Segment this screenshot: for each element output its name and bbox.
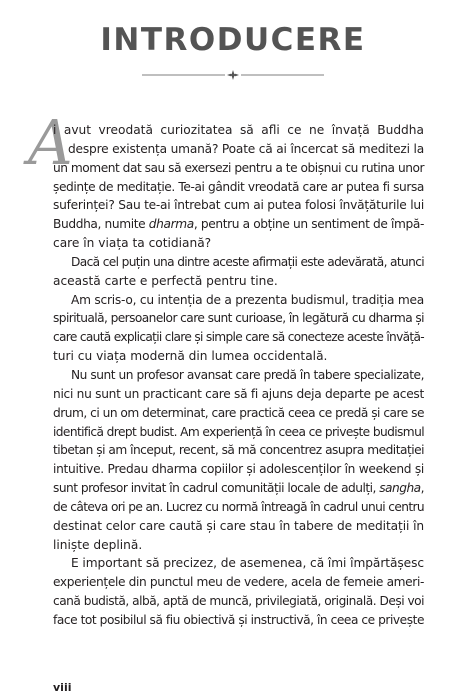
text-line: Dacă cel puțin una dintre aceste afirmații este adevărată, atunci	[71, 254, 424, 269]
chapter-title: INTRODUCERE	[100, 22, 366, 58]
text-line: de câteva ori pe an. Lucrez cu normă întreagă în cadrul unui centru	[53, 499, 424, 514]
text-line: suferinței? Sau te-ai întrebat cum ai putea folosi învățăturile lui	[53, 198, 424, 213]
text-line: Am scris-o, cu intenția de a prezenta budismul, tradiția mea	[71, 292, 424, 307]
text-line: care în viața ta cotidiană?	[53, 236, 212, 251]
text-line: spirituală, persoanelor care sunt curioase, în legătură cu dharma și	[53, 311, 424, 326]
text-line: experiențele din punctul meu de vedere, acela de femeie ameri-	[53, 575, 424, 590]
text-line: un moment dat sau să exersezi pentru a te obișnui cu rutina unor	[53, 160, 424, 175]
text-line: turi cu viața modernă din lumea occidentală.	[53, 349, 328, 364]
text-line: Buddha, numite dharma, pentru a obține un sentiment de împă-	[53, 217, 425, 232]
text-line: E important să precizez, de asemenea, că îmi împărtășesc	[71, 556, 424, 571]
text-line: sunt profesor invitat în cadrul comunității locale de adulți, sangha,	[53, 481, 424, 496]
text-line: ședințe de meditație. Te-ai gândit vreodată care ar putea fi sursa	[53, 179, 424, 194]
text-line: destinat celor care caută și care stau în tabere de meditații în	[53, 518, 424, 533]
body-text	[53, 121, 424, 630]
ornament-divider	[142, 70, 324, 80]
text-line: intuitive. Predau dharma copiilor și adolescenților în weekend și	[53, 462, 424, 477]
text-line: care caută explicații clare și simple care să conecteze aceste învăță-	[53, 330, 424, 345]
text-line: această carte e perfectă pentru tine.	[53, 273, 278, 288]
text-line: identifică drept budist. Am experiență în ceea ce privește budismul	[53, 424, 424, 439]
text-line: tibetan și am început, recent, să mă concentrez asupra meditației	[53, 443, 424, 458]
text-line: i avut vreodată curiozitatea să afli ce ne învață Buddha	[53, 123, 424, 137]
text-line: liniște deplină.	[53, 537, 143, 552]
text-line: nici nu sunt un practicant care să fi ajuns deja departe pe acest	[53, 386, 424, 401]
text-line: Nu sunt un profesor avansat care predă în tabere specializate,	[71, 367, 424, 382]
page-number: viii	[53, 681, 72, 694]
drop-cap: A	[28, 106, 73, 179]
text-line: despre existența umană? Poate că ai încercat să meditezi la	[68, 141, 424, 156]
text-line: cană budistă, albă, aptă de muncă, privilegiată, originală. Deși voi	[53, 594, 424, 609]
text-line: drum, ci un om determinat, care practică ceea ce predă și care se	[53, 405, 424, 420]
text-line: face tot posibilul să fiu obiectivă și instructivă, în ceea ce privește	[53, 612, 424, 627]
